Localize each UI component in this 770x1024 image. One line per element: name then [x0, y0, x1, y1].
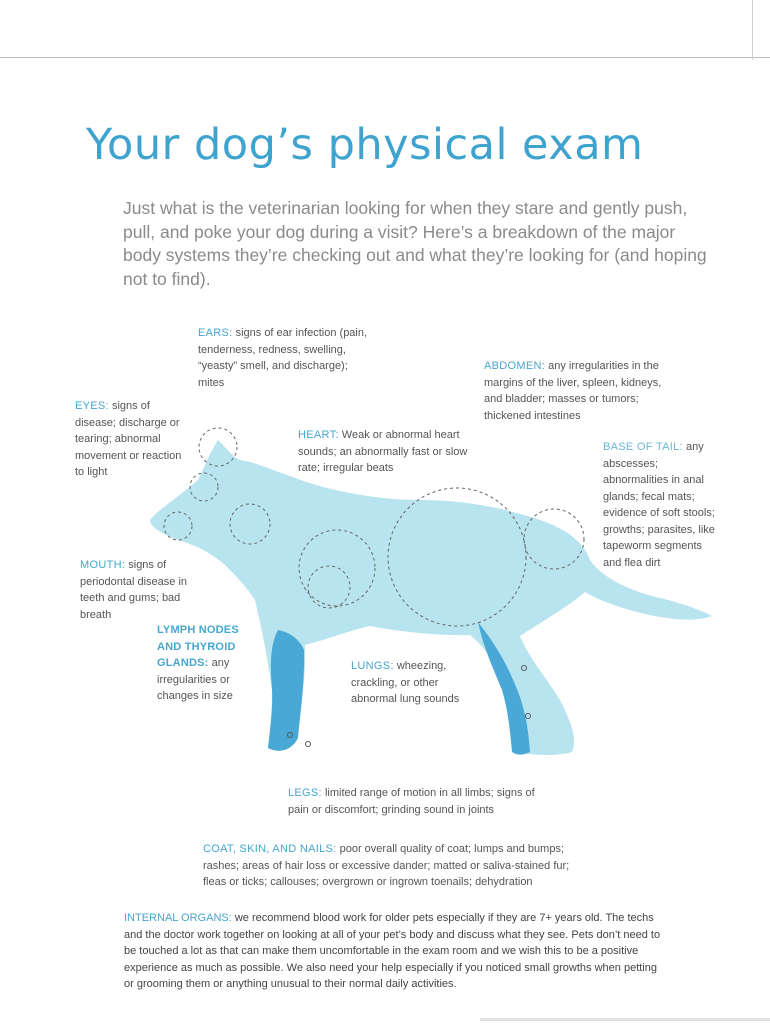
internal-organs-text: we recommend blood work for older pets especially if they are 7+ years old. The techs and the doctor work together on looking at all of your pet’s body and discuss what they see. Pets don’t need to be touched a lot as that can make them uncomfortable in the exam room and we wish this to be a positive experience as much as possible. We also need your help especially if you noticed small growths when petting or grooming them or anything unusual to their normal daily activities.	[124, 912, 661, 990]
mouth-text: signs of periodontal disease in teeth and gums; bad breath	[80, 559, 188, 621]
base-of-tail-label	[603, 439, 723, 571]
abdomen-label	[484, 358, 666, 424]
heart-label	[298, 427, 476, 477]
legs-label	[288, 785, 538, 818]
abdomen-heading: ABDOMEN:	[484, 360, 546, 372]
dog-front-leg-shade	[268, 630, 304, 751]
mouth-heading: MOUTH:	[80, 559, 126, 571]
lungs-heading: LUNGS:	[351, 660, 394, 672]
lungs-label	[351, 658, 473, 708]
mouth-label	[80, 557, 192, 623]
eyes-text: signs of disease; discharge or tearing; abnormal movement or reaction to light	[75, 400, 182, 478]
coat-heading: COAT, SKIN, AND NAILS:	[203, 843, 337, 855]
base-of-tail-text: any abscesses; abnormalities in anal glands; fecal mats; evidence of soft stools; growths; parasites, like tapeworm segments and flea dirt	[603, 441, 715, 569]
internal-organs-paragraph	[124, 910, 664, 993]
abdomen-text: any irregularities in the margins of the liver, spleen, kidneys, and bladder; masses or tumors; thickened intestines	[484, 360, 662, 422]
internal-organs-heading: INTERNAL ORGANS:	[124, 912, 232, 924]
coat-text: poor overall quality of coat; lumps and bumps; rashes; areas of hair loss or excessive dander; matted or saliva-stained fur; fleas or ticks; callouses; overgrown or ingrown toenails; dehydration	[203, 843, 570, 888]
lymph-heading: LYMPH NODES AND THYROID GLANDS:	[157, 624, 239, 669]
ears-heading: EARS:	[198, 327, 233, 339]
legs-text: limited range of motion in all limbs; signs of pain or discomfort; grinding sound in joints	[288, 787, 535, 816]
lymph-label	[157, 622, 249, 705]
heart-text: Weak or abnormal heart sounds; an abnormally fast or slow rate; irregular beats	[298, 429, 468, 474]
legs-heading: LEGS:	[288, 787, 322, 799]
eyes-label	[75, 398, 187, 481]
eyes-heading: EYES:	[75, 400, 109, 412]
ears-label	[198, 325, 368, 391]
lungs-text: wheezing, crackling, or other abnormal lung sounds	[351, 660, 460, 705]
lymph-text: any irregularities or changes in size	[157, 657, 233, 702]
coat-label	[203, 841, 581, 891]
ears-text: signs of ear infection (pain, tenderness, redness, swelling, “yeasty” smell, and discharge); mites	[198, 327, 368, 389]
paw-dot	[306, 742, 311, 747]
base-of-tail-heading: BASE OF TAIL:	[603, 441, 683, 453]
page-title: Your dog’s physical exam	[86, 120, 644, 170]
heart-heading: HEART:	[298, 429, 339, 441]
intro-paragraph: Just what is the veterinarian looking for when they stare and gently push, pull, and poke your dog during a visit? Here’s a breakdown of the major body systems they’re checking out and what they’re looking for (and hoping not to find).	[123, 198, 707, 289]
